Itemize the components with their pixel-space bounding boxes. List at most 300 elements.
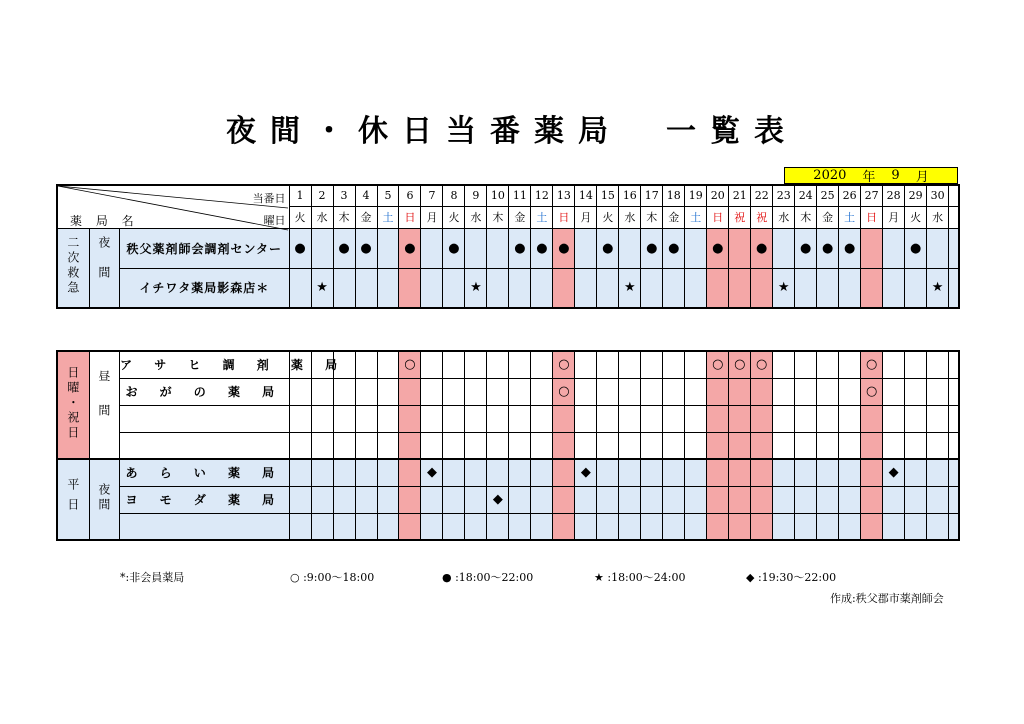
day-number: 25 xyxy=(817,185,839,206)
day-cell xyxy=(839,432,861,459)
day-cell xyxy=(465,459,487,486)
day-cell xyxy=(707,432,729,459)
day-cell: ● xyxy=(817,228,839,268)
day-cell xyxy=(487,228,509,268)
day-cell xyxy=(619,432,641,459)
day-number: 23 xyxy=(773,185,795,206)
day-cell xyxy=(575,486,597,513)
pharmacy-name: ア サ ヒ 調 剤 薬 局 xyxy=(120,351,290,378)
day-cell: ○ xyxy=(861,378,883,405)
day-cell xyxy=(817,486,839,513)
day-cell xyxy=(619,513,641,540)
weekday-cell: 祝 xyxy=(751,206,773,228)
day-cell xyxy=(333,432,355,459)
day-cell xyxy=(817,351,839,378)
day-cell xyxy=(619,378,641,405)
day-cell xyxy=(729,513,751,540)
day-cell xyxy=(553,459,575,486)
header-diagonal-cell xyxy=(57,185,289,228)
day-cell xyxy=(597,351,619,378)
day-number: 20 xyxy=(707,185,729,206)
day-number: 7 xyxy=(421,185,443,206)
day-cell: ★ xyxy=(927,268,949,308)
spacer-cell xyxy=(949,228,959,268)
day-cell xyxy=(311,378,333,405)
day-cell xyxy=(707,378,729,405)
day-cell xyxy=(443,405,465,432)
day-cell xyxy=(597,432,619,459)
day-cell: ● xyxy=(443,228,465,268)
day-number: 15 xyxy=(597,185,619,206)
day-cell xyxy=(355,513,377,540)
day-cell: ● xyxy=(289,228,311,268)
day-cell xyxy=(773,378,795,405)
day-cell xyxy=(399,268,421,308)
day-cell: ● xyxy=(663,228,685,268)
day-cell xyxy=(597,513,619,540)
day-cell xyxy=(817,513,839,540)
pharmacy-name: ヨ モ ダ 薬 局 xyxy=(120,486,290,513)
day-cell xyxy=(795,378,817,405)
day-cell xyxy=(553,405,575,432)
day-cell xyxy=(685,459,707,486)
day-cell xyxy=(289,486,311,513)
day-cell xyxy=(597,405,619,432)
day-cell xyxy=(685,432,707,459)
spacer-cell xyxy=(949,405,959,432)
day-cell xyxy=(531,459,553,486)
day-cell xyxy=(685,228,707,268)
day-cell xyxy=(597,268,619,308)
day-number: 26 xyxy=(839,185,861,206)
day-cell xyxy=(641,459,663,486)
day-cell xyxy=(465,351,487,378)
weekday-cell: 火 xyxy=(597,206,619,228)
day-cell xyxy=(289,378,311,405)
day-number: 30 xyxy=(927,185,949,206)
day-cell xyxy=(421,432,443,459)
day-cell xyxy=(707,268,729,308)
day-number: 3 xyxy=(333,185,355,206)
day-cell xyxy=(487,268,509,308)
day-cell: ◆ xyxy=(575,459,597,486)
day-cell xyxy=(905,378,927,405)
day-cell xyxy=(861,486,883,513)
day-cell xyxy=(839,351,861,378)
pharmacy-name: あ ら い 薬 局 xyxy=(120,459,290,486)
day-cell xyxy=(905,351,927,378)
spacer-cell xyxy=(949,378,959,405)
footer-author: 作成:秩父郡市薬剤師会 xyxy=(830,592,944,605)
day-cell xyxy=(531,351,553,378)
day-cell xyxy=(311,459,333,486)
day-cell: ● xyxy=(839,228,861,268)
day-number: 6 xyxy=(399,185,421,206)
day-cell xyxy=(531,513,553,540)
day-cell xyxy=(707,513,729,540)
weekday-cell: 木 xyxy=(641,206,663,228)
day-cell xyxy=(905,486,927,513)
day-cell xyxy=(641,405,663,432)
day-cell xyxy=(575,432,597,459)
day-cell xyxy=(685,351,707,378)
day-cell xyxy=(465,228,487,268)
day-cell: ★ xyxy=(619,268,641,308)
day-cell xyxy=(377,228,399,268)
weekday-cell: 土 xyxy=(531,206,553,228)
day-cell xyxy=(487,513,509,540)
day-cell: ○ xyxy=(399,351,421,378)
day-cell xyxy=(751,432,773,459)
day-cell xyxy=(289,268,311,308)
day-cell xyxy=(421,228,443,268)
day-cell xyxy=(795,486,817,513)
day-cell xyxy=(465,432,487,459)
day-cell: ● xyxy=(751,228,773,268)
day-cell xyxy=(641,351,663,378)
day-cell xyxy=(443,486,465,513)
day-cell xyxy=(817,432,839,459)
day-cell: ◆ xyxy=(883,459,905,486)
emergency-label-text: 二次救急 xyxy=(65,236,80,297)
day-cell xyxy=(685,513,707,540)
day-cell xyxy=(707,486,729,513)
day-cell xyxy=(795,459,817,486)
day-number: 12 xyxy=(531,185,553,206)
day-cell xyxy=(817,405,839,432)
weekday-cell: 水 xyxy=(465,206,487,228)
weekday-cell: 木 xyxy=(487,206,509,228)
day-cell xyxy=(421,405,443,432)
day-cell xyxy=(817,459,839,486)
day-cell xyxy=(377,351,399,378)
day-cell xyxy=(663,268,685,308)
day-cell xyxy=(355,486,377,513)
day-number: 9 xyxy=(465,185,487,206)
day-cell xyxy=(839,513,861,540)
legend-non-member: *:非会員薬局 xyxy=(120,571,185,584)
day-cell xyxy=(531,378,553,405)
day-cell xyxy=(509,268,531,308)
day-cell: ● xyxy=(333,228,355,268)
day-cell xyxy=(553,268,575,308)
day-cell xyxy=(795,432,817,459)
day-cell xyxy=(355,432,377,459)
weekday-cell: 月 xyxy=(883,206,905,228)
day-cell xyxy=(443,459,465,486)
day-cell xyxy=(443,378,465,405)
pharmacy-name xyxy=(120,405,290,432)
day-cell xyxy=(795,351,817,378)
day-cell xyxy=(443,432,465,459)
weekday-cell: 水 xyxy=(773,206,795,228)
day-cell xyxy=(773,405,795,432)
day-cell: ● xyxy=(531,228,553,268)
day-number: 17 xyxy=(641,185,663,206)
day-cell xyxy=(773,351,795,378)
day-cell xyxy=(575,378,597,405)
day-cell xyxy=(487,459,509,486)
day-cell xyxy=(883,378,905,405)
weekday-cell: 水 xyxy=(619,206,641,228)
day-cell xyxy=(905,459,927,486)
day-number: 18 xyxy=(663,185,685,206)
day-cell xyxy=(729,432,751,459)
day-cell xyxy=(399,432,421,459)
day-cell xyxy=(443,268,465,308)
night-label-text: 夜間 xyxy=(96,236,111,297)
day-cell xyxy=(729,405,751,432)
day-cell xyxy=(289,405,311,432)
weekday-cell: 日 xyxy=(399,206,421,228)
pharmacy-name: 秩父薬剤師会調剤センター xyxy=(120,228,290,268)
day-cell: ★ xyxy=(773,268,795,308)
legend-star: ★ :18:00～24:00 xyxy=(594,571,686,584)
day-cell xyxy=(575,513,597,540)
weekday-cell: 祝 xyxy=(729,206,751,228)
day-cell xyxy=(421,486,443,513)
day-cell xyxy=(839,268,861,308)
month-label: 月 xyxy=(915,170,929,185)
day-cell xyxy=(421,268,443,308)
pharmacy-name-label: 薬 局 名 xyxy=(70,214,139,228)
day-cell xyxy=(399,378,421,405)
day-cell xyxy=(333,378,355,405)
day-number: 16 xyxy=(619,185,641,206)
day-cell xyxy=(663,513,685,540)
day-cell xyxy=(311,432,333,459)
day-cell xyxy=(509,378,531,405)
day-cell xyxy=(685,378,707,405)
day-cell xyxy=(487,432,509,459)
weekday-cell: 水 xyxy=(927,206,949,228)
day-cell xyxy=(839,378,861,405)
weekday-cell: 日 xyxy=(553,206,575,228)
section-night-label xyxy=(89,228,119,308)
day-cell xyxy=(619,405,641,432)
section-daytime-label xyxy=(89,351,119,459)
day-cell xyxy=(905,432,927,459)
day-cell xyxy=(553,486,575,513)
day-cell xyxy=(575,268,597,308)
day-cell xyxy=(905,268,927,308)
day-cell xyxy=(861,513,883,540)
day-cell xyxy=(311,513,333,540)
weekday-cell: 月 xyxy=(421,206,443,228)
day-cell xyxy=(465,486,487,513)
weekday-cell: 火 xyxy=(443,206,465,228)
day-cell xyxy=(333,268,355,308)
day-cell xyxy=(333,459,355,486)
spacer-cell xyxy=(949,459,959,486)
day-cell xyxy=(641,486,663,513)
weekday-cell: 木 xyxy=(333,206,355,228)
day-cell xyxy=(839,459,861,486)
weekday-cell: 火 xyxy=(905,206,927,228)
day-cell xyxy=(531,432,553,459)
weekday-cell: 木 xyxy=(795,206,817,228)
day-number: 21 xyxy=(729,185,751,206)
day-cell xyxy=(663,459,685,486)
day-cell xyxy=(333,405,355,432)
section-emergency-label xyxy=(57,228,89,308)
day-cell xyxy=(443,513,465,540)
day-cell xyxy=(575,405,597,432)
weekday-cell: 月 xyxy=(575,206,597,228)
day-cell xyxy=(751,378,773,405)
day-number: 14 xyxy=(575,185,597,206)
day-cell: ● xyxy=(905,228,927,268)
day-number: 5 xyxy=(377,185,399,206)
day-number: 22 xyxy=(751,185,773,206)
day-cell xyxy=(377,486,399,513)
day-cell xyxy=(487,378,509,405)
day-cell xyxy=(619,228,641,268)
day-cell xyxy=(663,351,685,378)
day-cell xyxy=(663,432,685,459)
day-cell xyxy=(729,378,751,405)
day-cell xyxy=(883,405,905,432)
spacer-cell xyxy=(949,206,959,228)
day-cell xyxy=(729,228,751,268)
day-number: 11 xyxy=(509,185,531,206)
day-cell: ★ xyxy=(311,268,333,308)
day-cell xyxy=(355,351,377,378)
day-cell xyxy=(553,432,575,459)
day-cell xyxy=(465,405,487,432)
day-cell xyxy=(729,486,751,513)
spacer-cell xyxy=(949,268,959,308)
day-cell: ● xyxy=(553,228,575,268)
day-cell xyxy=(773,486,795,513)
weekday-cell: 金 xyxy=(509,206,531,228)
pharmacy-name: お が の 薬 局 xyxy=(120,378,290,405)
day-cell xyxy=(773,228,795,268)
page-title: 夜間・休日当番薬局 一覧表 xyxy=(226,114,798,149)
day-cell xyxy=(575,351,597,378)
weekday-cell: 日 xyxy=(707,206,729,228)
day-cell: ○ xyxy=(707,351,729,378)
pharmacy-name xyxy=(120,513,290,540)
day-number: 13 xyxy=(553,185,575,206)
day-cell: ○ xyxy=(553,351,575,378)
weekday-label-text: 平日 xyxy=(65,478,80,518)
weekday-cell: 金 xyxy=(663,206,685,228)
day-cell xyxy=(597,486,619,513)
pharmacy-name xyxy=(120,432,290,459)
day-cell xyxy=(531,268,553,308)
year-month-box xyxy=(784,167,958,184)
day-cell xyxy=(685,486,707,513)
day-cell xyxy=(817,268,839,308)
day-cell xyxy=(861,405,883,432)
day-cell xyxy=(509,432,531,459)
section-holiday-label xyxy=(57,351,89,459)
day-cell xyxy=(377,459,399,486)
month-value: 9 xyxy=(891,168,900,183)
day-cell xyxy=(861,268,883,308)
day-cell xyxy=(311,405,333,432)
day-number: 29 xyxy=(905,185,927,206)
day-number: 2 xyxy=(311,185,333,206)
day-cell xyxy=(399,513,421,540)
spacer-cell xyxy=(949,486,959,513)
day-cell xyxy=(509,513,531,540)
legend-circle: ○ :9:00～18:00 xyxy=(290,571,375,584)
day-cell xyxy=(377,405,399,432)
day-cell xyxy=(839,486,861,513)
day-cell xyxy=(795,513,817,540)
day-cell xyxy=(751,405,773,432)
day-cell xyxy=(619,459,641,486)
weekday-label: 曜日 xyxy=(263,214,286,227)
day-cell xyxy=(861,228,883,268)
day-cell xyxy=(729,459,751,486)
day-cell xyxy=(443,351,465,378)
day-number: 8 xyxy=(443,185,465,206)
day-number: 1 xyxy=(289,185,311,206)
day-cell xyxy=(597,378,619,405)
day-cell: ○ xyxy=(861,351,883,378)
year-value: 2020 xyxy=(813,168,847,183)
day-cell xyxy=(421,513,443,540)
day-cell xyxy=(311,228,333,268)
day-cell xyxy=(927,351,949,378)
day-cell xyxy=(575,228,597,268)
day-cell xyxy=(773,513,795,540)
day-cell: ● xyxy=(795,228,817,268)
day-cell: ● xyxy=(509,228,531,268)
day-cell: ● xyxy=(355,228,377,268)
day-cell xyxy=(817,378,839,405)
daytime-label-text: 昼間 xyxy=(96,369,111,438)
section-weekday-label xyxy=(57,459,89,540)
day-cell xyxy=(883,228,905,268)
day-cell xyxy=(707,459,729,486)
day-cell xyxy=(861,459,883,486)
holiday-weekday-table xyxy=(56,350,960,541)
day-cell xyxy=(487,405,509,432)
weekday-cell: 金 xyxy=(355,206,377,228)
day-cell xyxy=(509,405,531,432)
day-cell xyxy=(751,513,773,540)
day-cell xyxy=(685,268,707,308)
weeknight-label-text: 夜間 xyxy=(96,483,111,513)
day-cell xyxy=(509,351,531,378)
day-cell xyxy=(927,228,949,268)
day-cell xyxy=(883,513,905,540)
day-cell xyxy=(751,486,773,513)
day-cell xyxy=(883,432,905,459)
day-cell xyxy=(663,486,685,513)
day-cell xyxy=(289,432,311,459)
day-cell xyxy=(311,486,333,513)
day-cell xyxy=(663,378,685,405)
weekday-cell: 土 xyxy=(839,206,861,228)
day-cell xyxy=(707,405,729,432)
weekday-cell: 日 xyxy=(861,206,883,228)
day-cell xyxy=(795,268,817,308)
day-cell xyxy=(377,513,399,540)
day-cell xyxy=(289,459,311,486)
day-cell xyxy=(927,378,949,405)
day-cell xyxy=(465,378,487,405)
day-cell xyxy=(839,405,861,432)
day-cell xyxy=(751,459,773,486)
day-cell xyxy=(487,351,509,378)
day-cell xyxy=(861,432,883,459)
day-cell xyxy=(883,268,905,308)
